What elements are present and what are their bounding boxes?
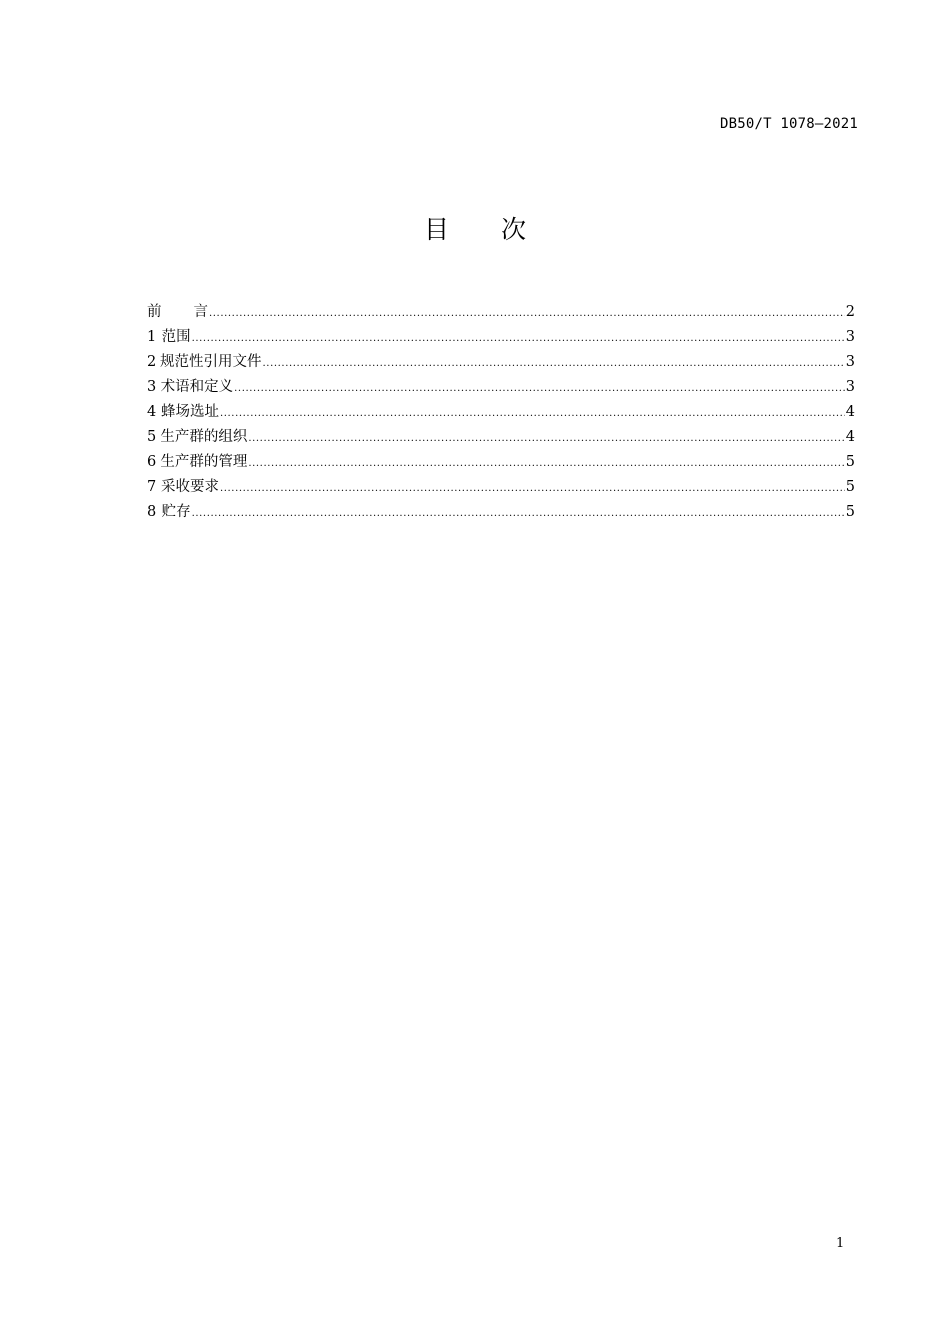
toc-title: 目 次: [424, 215, 548, 244]
toc-entry-label: 规范性引用文件: [160, 354, 262, 370]
toc-entry-label: 前 言: [147, 304, 208, 320]
toc-entry-number: 5: [147, 429, 157, 445]
toc-entry-page: 5: [845, 479, 855, 495]
toc-entry-scope[interactable]: [147, 325, 855, 350]
toc-entry-number: 2: [147, 354, 157, 370]
toc-entry-label: 范围: [161, 329, 191, 345]
toc-entry-number: 3: [147, 379, 157, 395]
toc-entry-page: 3: [845, 329, 855, 345]
toc-entry-label: 术语和定义: [160, 379, 234, 395]
toc-dot-leader: [234, 376, 845, 401]
toc-entry-number: 1: [147, 329, 157, 345]
toc-entry-storage[interactable]: [147, 500, 855, 525]
toc-entry-label: 采收要求: [160, 479, 219, 495]
toc-entry-page: 2: [845, 304, 855, 320]
table-of-contents: [147, 300, 855, 525]
toc-entry-page: 3: [845, 354, 855, 370]
toc-dot-leader: [263, 351, 845, 376]
toc-entry-normative-references[interactable]: [147, 350, 855, 375]
toc-entry-page: 4: [845, 404, 855, 420]
toc-dot-leader: [192, 326, 845, 351]
toc-entry-colony-management[interactable]: [147, 450, 855, 475]
toc-entry-label: 蜂场选址: [160, 404, 219, 420]
page-number: 1: [836, 1236, 845, 1251]
document-code: DB50/T 1078—2021: [719, 116, 858, 132]
toc-entry-page: 5: [845, 454, 855, 470]
toc-entry-number: 6: [147, 454, 157, 470]
toc-dot-leader: [220, 476, 845, 501]
toc-entry-foreword[interactable]: [147, 300, 855, 325]
toc-entry-number: 4: [147, 404, 157, 420]
toc-entry-page: 4: [845, 429, 855, 445]
toc-dot-leader: [248, 426, 844, 451]
toc-dot-leader: [248, 451, 844, 476]
toc-dot-leader: [192, 501, 845, 526]
toc-entry-apiary-site[interactable]: [147, 400, 855, 425]
toc-entry-number: 8: [147, 504, 157, 520]
toc-entry-page: 3: [845, 379, 855, 395]
toc-entry-label: 生产群的管理: [160, 454, 248, 470]
toc-dot-leader: [220, 401, 845, 426]
toc-entry-colony-organization[interactable]: [147, 425, 855, 450]
toc-entry-terms-definitions[interactable]: [147, 375, 855, 400]
toc-entry-label: 生产群的组织: [160, 429, 248, 445]
toc-dot-leader: [209, 301, 845, 326]
toc-entry-harvest-requirements[interactable]: [147, 475, 855, 500]
toc-entry-page: 5: [845, 504, 855, 520]
toc-entry-number: 7: [147, 479, 157, 495]
toc-entry-label: 贮存: [161, 504, 191, 520]
